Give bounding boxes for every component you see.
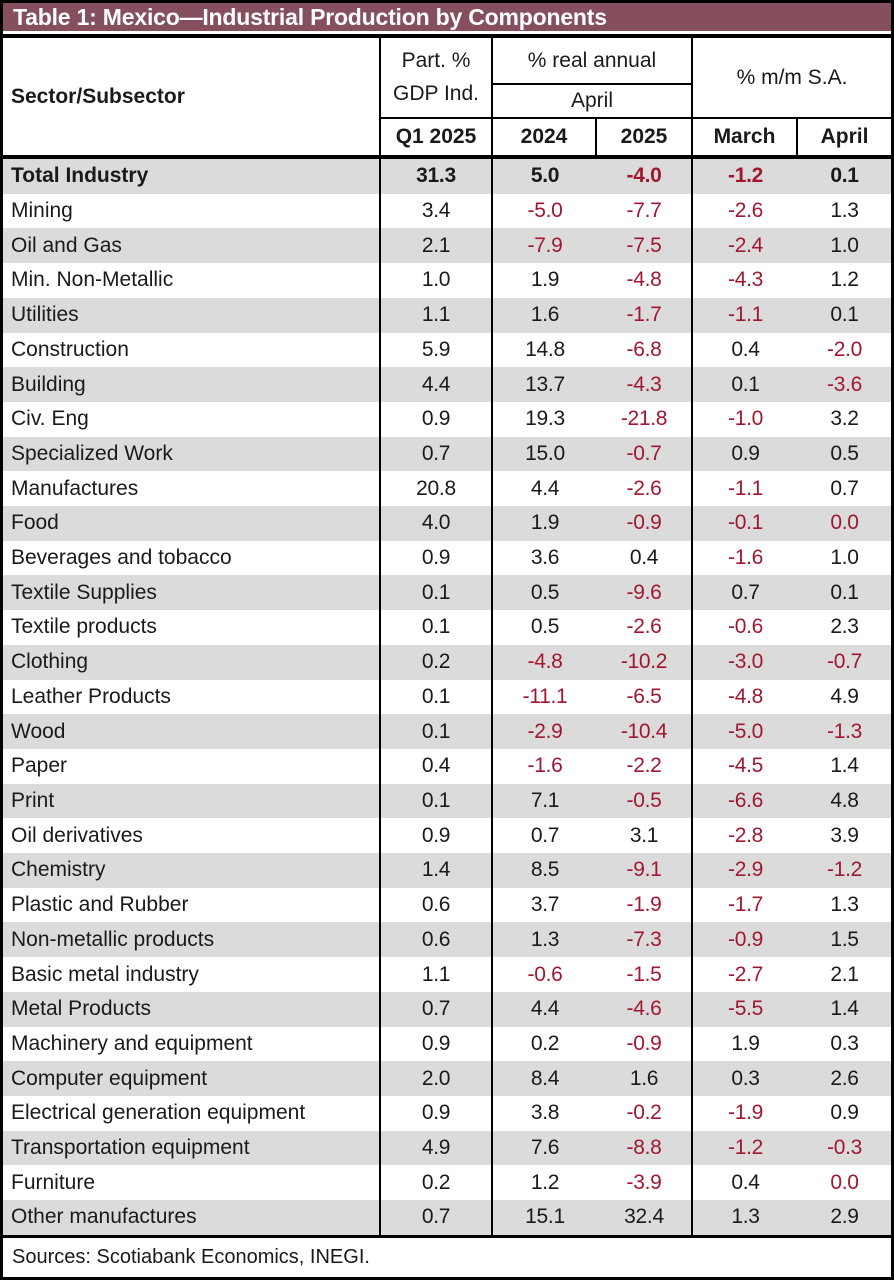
table-row [3,367,891,402]
sector-cell: Oil and Gas [3,228,381,263]
gdp-share-cell: 0.4 [381,749,493,784]
mm-april-cell: 0.5 [830,441,859,465]
annual-2025-cell: -0.7 [597,437,693,472]
mm-march-cell: -1.9 [728,1101,763,1125]
sector-subsector-header: Sector/Subsector [3,38,381,155]
gdp-share-cell: 1.1 [381,957,493,992]
table-row [3,680,891,715]
sector-cell: Electrical generation equipment [3,1096,381,1131]
annual-2024-cell: 0.7 [530,823,560,847]
gdp-share-cell: 1.4 [381,853,493,888]
table-row [3,749,891,784]
sector-cell: Civ. Eng [3,402,381,437]
column-group-mm-sa: % m/m S.A. [736,65,848,89]
source-note: Sources: Scotiabank Economics, INEGI. [12,1246,370,1268]
mm-april-cell: 1.4 [830,754,859,778]
column-header-2025: 2025 [597,117,693,155]
sector-cell: Paper [3,749,381,784]
table-row [3,437,891,472]
sector-cell: Min. Non-Metallic [3,263,381,298]
column-header-april: April [798,117,891,155]
mm-april-cell: 3.2 [830,407,859,431]
annual-2024-cell: 15.0 [525,441,565,465]
annual-2024-cell: 1.9 [530,268,560,292]
sector-cell: Building [3,367,381,402]
annual-2025-cell: -2.6 [597,610,693,645]
annual-2024-cell: 3.6 [530,546,560,570]
annual-2025-cell: -8.8 [597,1131,693,1166]
annual-2025-cell: 32.4 [597,1200,693,1235]
annual-2024-cell: 1.3 [530,927,560,951]
mm-march-cell: -2.6 [728,199,763,223]
annual-2025-cell: -10.2 [597,645,693,680]
gdp-share-cell: 0.1 [381,610,493,645]
mm-march-cell: -4.8 [728,684,763,708]
annual-2024-cell: -5.0 [527,199,563,223]
annual-2024-cell: 1.2 [530,1170,560,1194]
sector-cell: Leather Products [3,680,381,715]
annual-2024-cell: -0.6 [527,962,563,986]
column-header-2024: 2024 [493,117,597,155]
annual-2024-cell: -7.9 [527,233,563,257]
mm-april-cell: 1.5 [830,927,859,951]
table-row [3,575,891,610]
gdp-share-cell: 4.4 [381,367,493,402]
sector-cell: Beverages and tobacco [3,541,381,576]
mm-april-cell: 4.8 [830,789,859,812]
mm-april-cell: 2.3 [830,615,859,639]
annual-2024-cell: 0.5 [530,580,560,604]
annual-2025-cell: -4.6 [597,992,693,1027]
annual-2024-cell: 4.4 [530,476,560,500]
mm-april-cell: 0.1 [830,580,859,604]
sector-cell: Computer equipment [3,1061,381,1096]
table-row [3,818,891,853]
annual-2025-cell: -6.5 [597,680,693,715]
table-row [3,263,891,298]
annual-2024-cell: 19.3 [525,407,565,431]
gdp-share-cell: 31.3 [381,159,493,194]
sector-cell: Manufactures [3,471,381,506]
annual-2025-cell: 3.1 [597,818,693,853]
sector-cell: Furniture [3,1165,381,1200]
gdp-share-cell: 2.0 [381,1061,493,1096]
table-row [3,1096,891,1131]
mm-march-cell: 0.4 [731,337,760,361]
annual-2025-cell: -1.7 [597,298,693,333]
gdp-share-cell: 1.0 [381,263,493,298]
gdp-share-cell: 0.2 [381,1165,493,1200]
gdp-share-cell: 3.4 [381,194,493,229]
annual-2025-cell: -6.8 [597,333,693,368]
mm-april-cell: 0.1 [830,303,859,327]
gdp-share-cell: 0.1 [381,714,493,749]
table-row [3,957,891,992]
mm-march-cell: -0.1 [728,511,763,535]
mm-april-cell: 0.9 [830,1101,859,1125]
sector-cell: Clothing [3,645,381,680]
annual-2024-cell: -1.6 [527,754,563,778]
mm-march-cell: -1.2 [728,164,763,188]
annual-2024-cell: 5.0 [530,164,560,188]
gdp-share-cell: 0.9 [381,541,493,576]
gdp-share-cell: 5.9 [381,333,493,368]
column-header-march: March [693,117,798,155]
annual-2024-cell: -11.1 [522,684,568,708]
table-row [3,194,891,229]
annual-2025-cell: -2.6 [597,471,693,506]
mm-march-cell: -1.2 [728,1136,763,1160]
annual-2024-cell: 3.7 [530,893,560,917]
annual-2024-cell: 8.4 [530,1066,560,1090]
mm-march-cell: 1.9 [731,1031,760,1055]
mm-march-cell: -2.7 [728,962,763,986]
annual-2024-cell: -4.8 [527,650,563,674]
annual-2025-cell: -7.7 [597,194,693,229]
mm-march-cell: -0.9 [728,927,763,951]
part-pct-label: Part. % [401,48,471,72]
gdp-share-cell: 0.9 [381,1027,493,1062]
annual-2025-cell: -0.9 [597,1027,693,1062]
table-row [3,714,891,749]
table-row [3,922,891,957]
annual-2024-cell: 0.2 [530,1031,560,1055]
mm-march-cell: -1.7 [728,893,763,917]
mm-march-cell: -1.6 [728,546,763,570]
annual-2025-cell: -1.5 [597,957,693,992]
mm-march-cell: -2.8 [728,823,763,847]
annual-2024-cell: 1.6 [530,303,560,327]
column-group-april: April [493,85,693,117]
annual-2024-cell: 0.5 [530,615,560,639]
sector-cell: Metal Products [3,992,381,1027]
sector-cell: Food [3,506,381,541]
mm-march-cell: -2.9 [728,858,763,882]
table-row [3,159,891,194]
mm-march-cell: 0.7 [731,580,760,604]
annual-2024-cell: 13.7 [525,372,565,396]
gdp-share-cell: 0.2 [381,645,493,680]
mm-march-cell: -6.6 [728,789,763,812]
annual-2025-cell: -9.6 [597,575,693,610]
mm-april-cell: 0.0 [830,511,859,535]
mm-march-cell: -2.4 [728,233,763,257]
mm-march-cell: -4.5 [728,754,763,778]
annual-2024-cell: 14.8 [525,337,565,361]
gdp-share-cell: 0.7 [381,1200,493,1235]
mm-march-cell: -4.3 [728,268,763,292]
column-header-q1-2025: Q1 2025 [381,117,493,155]
mm-march-cell: 1.3 [731,1205,760,1229]
sector-cell: Wood [3,714,381,749]
mm-march-cell: -1.1 [728,303,763,327]
mm-april-cell: 1.2 [830,268,859,292]
annual-2024-cell: 1.9 [530,511,560,535]
table-body [3,159,891,1235]
mm-march-cell: 0.4 [731,1170,760,1194]
sector-cell: Specialized Work [3,437,381,472]
sector-cell: Utilities [3,298,381,333]
mm-april-cell: 1.4 [830,997,859,1021]
annual-2024-cell: 7.1 [530,789,560,812]
annual-2025-cell: -0.2 [597,1096,693,1131]
table-row [3,610,891,645]
annual-2025-cell: -0.9 [597,506,693,541]
table-footer [3,1235,891,1277]
annual-2025-cell: -7.3 [597,922,693,957]
annual-2025-cell: -4.0 [597,159,693,194]
mm-march-cell: -1.0 [728,407,763,431]
table-row [3,784,891,819]
mm-march-cell: 0.9 [731,441,760,465]
mm-april-cell: 1.3 [830,199,859,223]
annual-2025-cell: -0.5 [597,784,693,819]
table-row [3,1165,891,1200]
table-row [3,1061,891,1096]
sector-cell: Textile Supplies [3,575,381,610]
table-row [3,471,891,506]
mm-april-cell: 4.9 [830,684,859,708]
sector-cell: Basic metal industry [3,957,381,992]
annual-2025-cell: -10.4 [597,714,693,749]
sector-cell: Machinery and equipment [3,1027,381,1062]
column-group-part-gdp [381,38,493,117]
table-row [3,1131,891,1166]
annual-2024-cell: 15.1 [525,1205,565,1229]
mm-march-cell: 0.3 [731,1066,760,1090]
gdp-share-cell: 0.1 [381,680,493,715]
mm-april-cell: 0.3 [830,1031,859,1055]
mm-april-cell: -1.3 [827,719,862,743]
gdp-share-cell: 4.9 [381,1131,493,1166]
table-row [3,228,891,263]
sector-cell: Plastic and Rubber [3,888,381,923]
gdp-share-cell: 0.1 [381,575,493,610]
gdp-share-cell: 1.1 [381,298,493,333]
annual-2025-cell: 0.4 [597,541,693,576]
mm-april-cell: 0.7 [830,476,859,500]
annual-2025-cell: -1.9 [597,888,693,923]
mm-april-cell: -2.0 [827,337,862,361]
sector-cell: Oil derivatives [3,818,381,853]
table-row [3,402,891,437]
mm-april-cell: 1.0 [830,546,859,570]
gdp-share-cell: 0.7 [381,437,493,472]
gdp-share-cell: 0.7 [381,992,493,1027]
mm-april-cell: 2.9 [830,1205,859,1229]
mm-april-cell: 2.6 [830,1066,859,1090]
sector-cell: Total Industry [3,159,381,194]
column-group-real-annual: % real annual [493,38,693,85]
mm-april-cell: 1.0 [830,233,859,257]
table-header [3,38,891,159]
table-row [3,853,891,888]
annual-2024-cell: 3.8 [530,1101,560,1125]
gdp-share-cell: 0.6 [381,888,493,923]
sector-cell: Chemistry [3,853,381,888]
table-row [3,992,891,1027]
sector-cell: Textile products [3,610,381,645]
mm-april-cell: 3.9 [830,823,859,847]
mm-march-cell: -5.0 [728,719,763,743]
table-row [3,333,891,368]
gdp-share-cell: 0.9 [381,1096,493,1131]
mm-march-cell: -5.5 [728,997,763,1021]
mm-april-cell: -3.6 [827,372,862,396]
annual-2025-cell: -21.8 [597,402,693,437]
annual-2025-cell: -9.1 [597,853,693,888]
mm-april-cell: 0.1 [830,164,859,188]
table-title: Table 1: Mexico—Industrial Production by Components [13,3,607,30]
gdp-share-cell: 0.6 [381,922,493,957]
mm-march-cell: -3.0 [728,650,763,674]
gdp-share-cell: 0.9 [381,818,493,853]
annual-2025-cell: -7.5 [597,228,693,263]
table-row [3,1027,891,1062]
gdp-share-cell: 20.8 [381,471,493,506]
annual-2025-cell: 1.6 [597,1061,693,1096]
sector-cell: Mining [3,194,381,229]
table-title-bar [3,3,891,34]
annual-2024-cell: -2.9 [527,719,563,743]
mm-april-cell: 1.3 [830,893,859,917]
annual-2024-cell: 8.5 [530,858,560,882]
annual-2025-cell: -3.9 [597,1165,693,1200]
annual-2025-cell: -4.3 [597,367,693,402]
table-row [3,506,891,541]
mm-march-cell: 0.1 [731,372,760,396]
mm-march-cell: -0.6 [728,615,763,639]
table-row [3,541,891,576]
gdp-share-cell: 0.9 [381,402,493,437]
mm-april-cell: 0.0 [830,1170,859,1194]
gdp-share-cell: 4.0 [381,506,493,541]
table-row [3,645,891,680]
sector-cell: Transportation equipment [3,1131,381,1166]
mm-april-cell: -0.7 [827,650,862,674]
mm-april-cell: -0.3 [827,1136,862,1160]
annual-2025-cell: -4.8 [597,263,693,298]
sector-cell: Construction [3,333,381,368]
table-row [3,888,891,923]
sector-cell: Print [3,784,381,819]
gdp-share-cell: 2.1 [381,228,493,263]
gdp-ind-label: GDP Ind. [393,81,479,105]
table-row [3,298,891,333]
mm-april-cell: -1.2 [827,858,862,882]
annual-2024-cell: 7.6 [530,1136,560,1160]
annual-2024-cell: 4.4 [530,997,560,1021]
sector-cell: Other manufactures [3,1200,381,1235]
gdp-share-cell: 0.1 [381,784,493,819]
mm-april-cell: 2.1 [830,962,859,986]
mm-march-cell: -1.1 [728,476,763,500]
sector-cell: Non-metallic products [3,922,381,957]
table-row [3,1200,891,1235]
annual-2025-cell: -2.2 [597,749,693,784]
